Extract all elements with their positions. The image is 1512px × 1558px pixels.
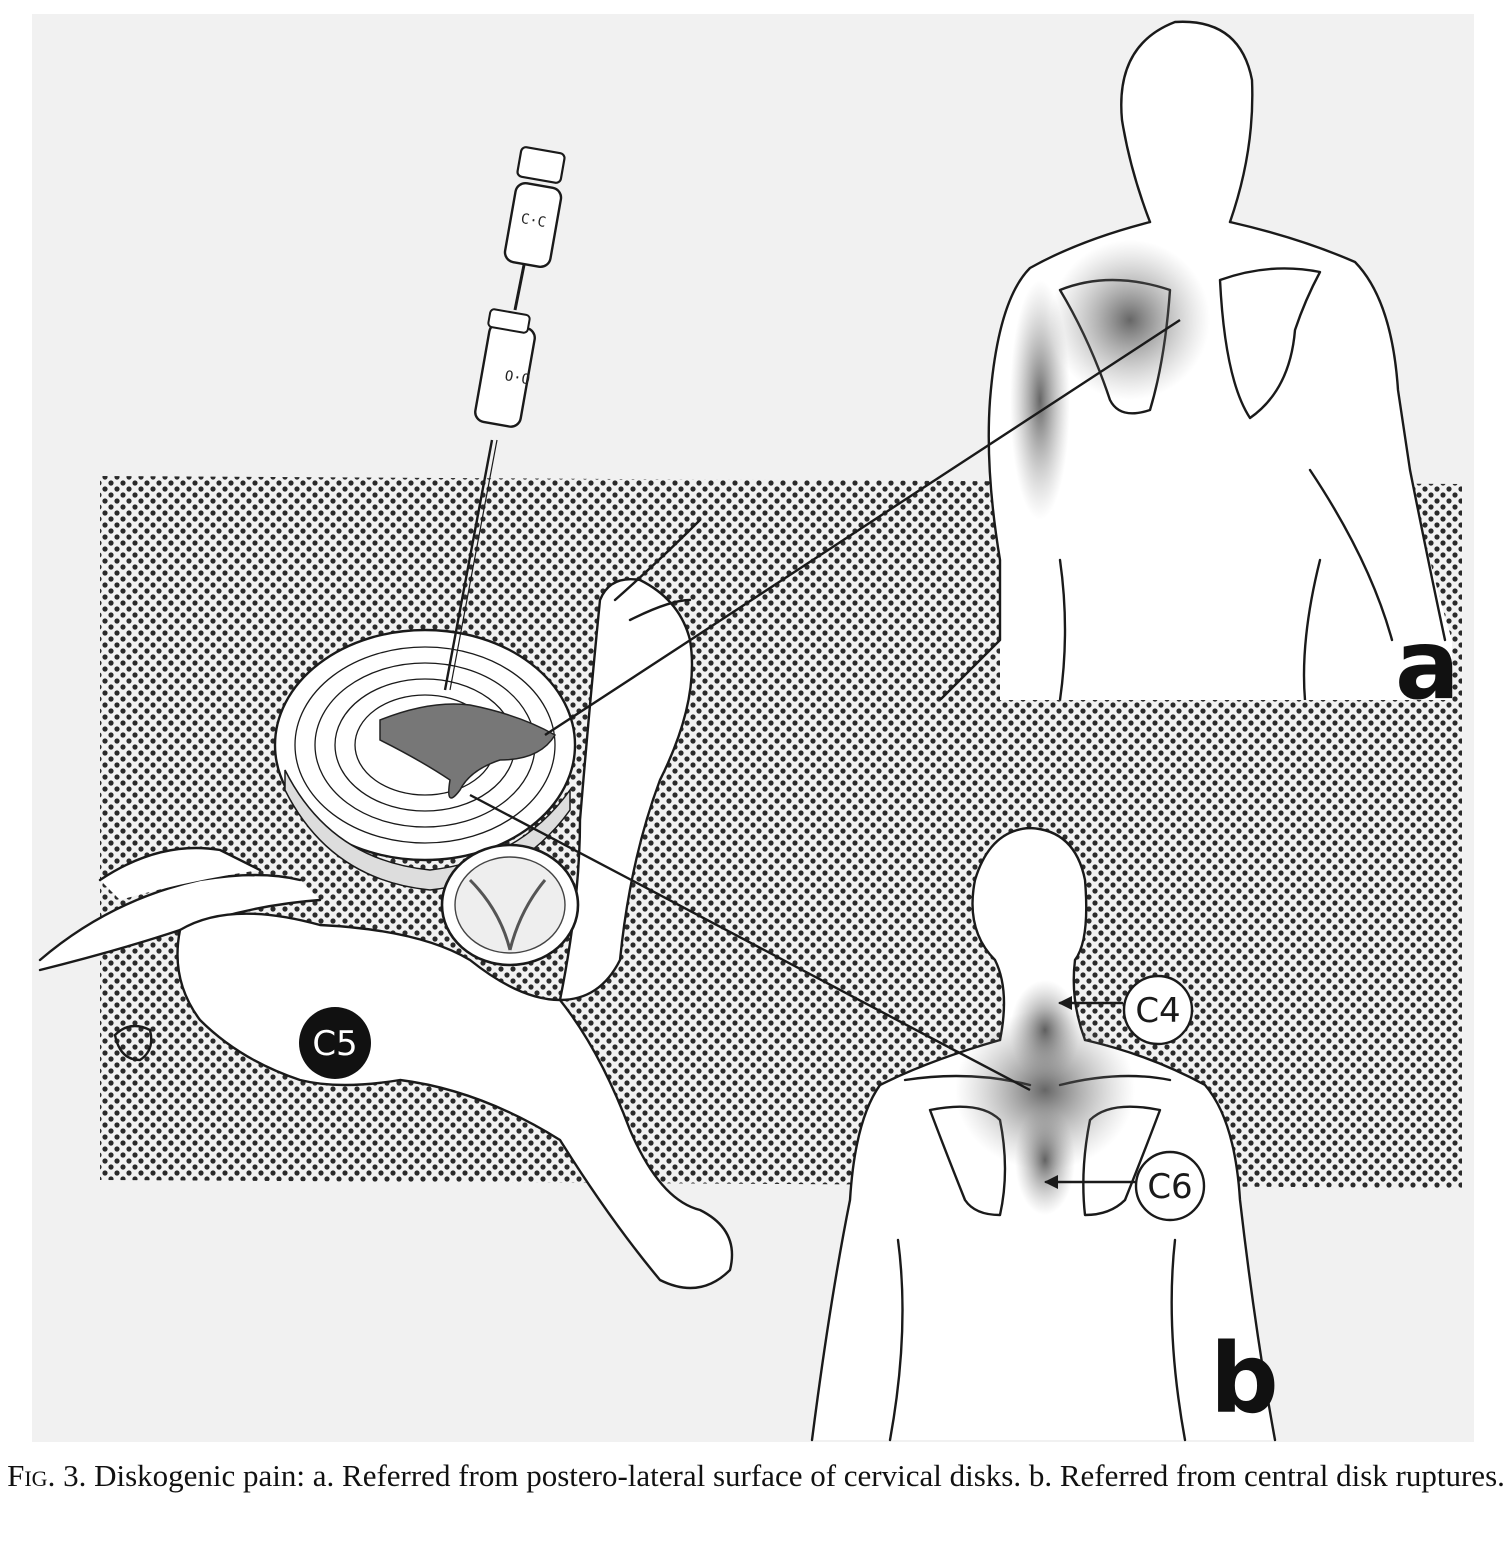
svg-text:C·C: C·C [519,210,548,232]
c5-label: C5 [312,1024,358,1064]
panel-a-white-notch [930,700,1462,712]
c4-label: C4 [1135,991,1181,1031]
panel-b-letter: b [1210,1323,1279,1435]
c6-label: C6 [1147,1167,1193,1207]
panel-a-letter: a [1395,609,1460,721]
figure-caption [0,1458,1512,1494]
caption-fig-number: Fig. 3. [7,1458,87,1493]
c5-badge [299,1007,371,1079]
caption-text: Diskogenic pain: a. Referred from postero-lateral surface of cervical disks. b. Referred from central disk ruptures. [86,1458,1505,1493]
svg-text:O·O: O·O [503,368,532,389]
